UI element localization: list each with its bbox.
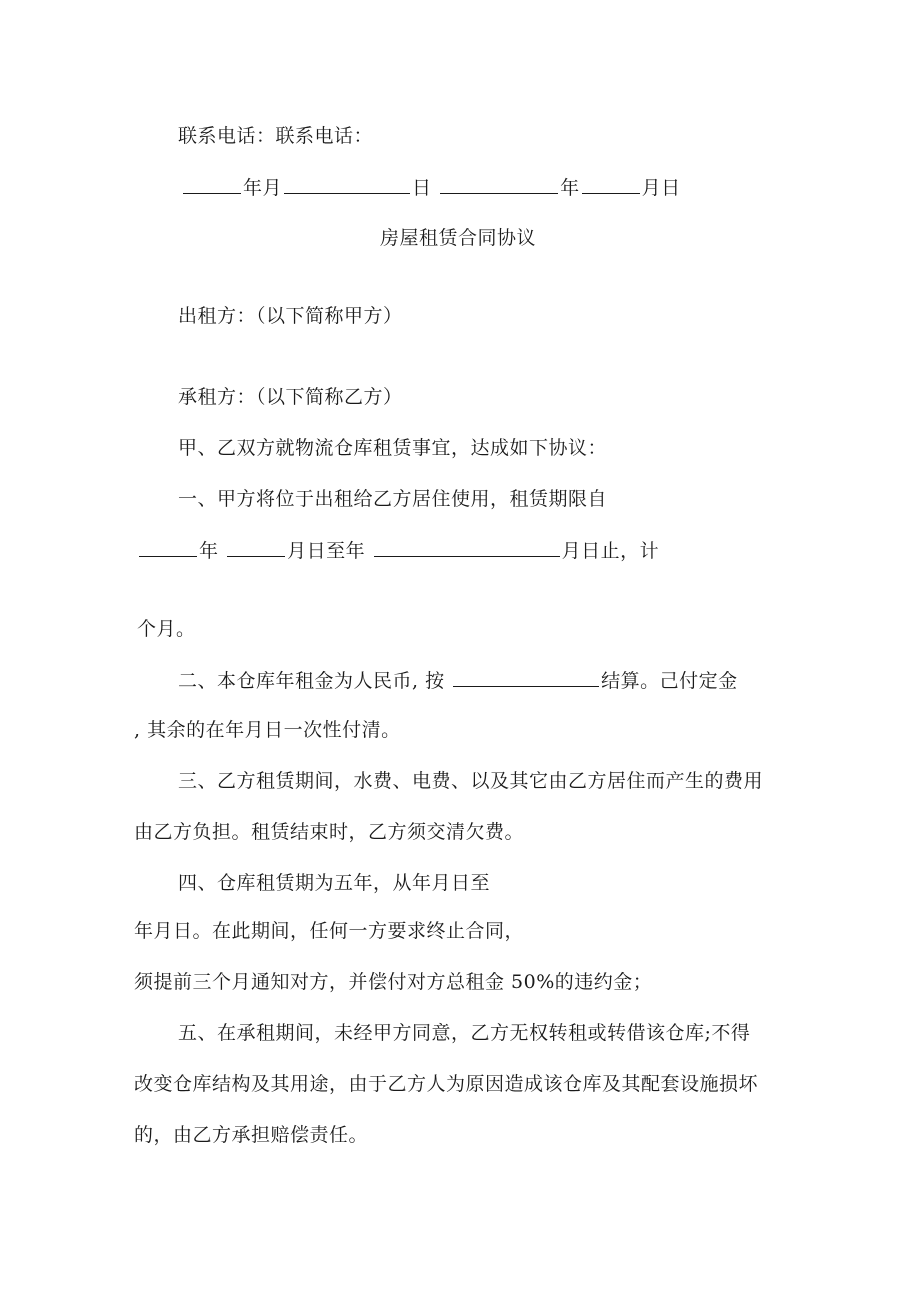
clause5-line1: 五、在承租期间，未经甲方同意，乙方无权转租或转借该仓库;不得 (178, 1022, 751, 1044)
clause1-yue-ri-zhi-nian: 月日至年 (287, 540, 366, 562)
clause2-line1 (178, 668, 738, 693)
clause1-nian: 年 (199, 540, 219, 562)
intro-line: 甲、乙双方就物流仓库租赁事宜，达成如下协议： (178, 437, 608, 459)
clause4-line2: 年月日。在此期间，任何一方要求终止合同， (134, 920, 525, 942)
contact-phone-line: 联系电话：联系电话： (178, 125, 374, 147)
date-text-nian: 年 (560, 177, 580, 199)
clause2-part2: 结算。己付定金 (601, 670, 738, 692)
clause5-line3: 的，由乙方承担赔偿责任。 (134, 1124, 369, 1146)
lessor-line: 出租方：（以下简称甲方） (178, 305, 403, 327)
clause2-line2: , 其余的在年月日一次性付清。 (134, 719, 401, 741)
clause2-part1: 二、本仓库年租金为人民币, 按 (178, 670, 445, 692)
lessee-line: 承租方：（以下简称乙方） (178, 386, 403, 408)
clause4-line3: 须提前三个月通知对方，并偿付对方总租金 50%的违约金； (134, 971, 653, 993)
date-text-ri: 日 (412, 177, 432, 199)
clause1-line3: 个月。 (137, 618, 196, 640)
clause4-line1: 四、仓库租赁期为五年，从年月日至 (178, 872, 491, 894)
clause1-yue-ri-zhi-ji: 月日止，计 (561, 540, 660, 562)
clause1-line2 (137, 538, 659, 563)
document-title: 房屋租赁合同协议 (380, 227, 537, 249)
date-text-yue-ri: 月日 (641, 177, 681, 199)
clause5-line2: 改变仓库结构及其用途，由于乙方人为原因造成该仓库及其配套设施损坏 (134, 1073, 759, 1095)
blank-field (183, 175, 241, 194)
blank-field (139, 538, 197, 557)
clause1-line1: 一、甲方将位于出租给乙方居住使用，租赁期限自 (178, 488, 608, 510)
date-text-nian-yue: 年月 (243, 177, 283, 199)
date-line (181, 175, 681, 200)
blank-field (374, 538, 560, 557)
blank-field (453, 668, 599, 687)
blank-field (284, 175, 410, 194)
clause3-line2: 由乙方负担。租赁结束时，乙方须交清欠费。 (134, 821, 525, 843)
blank-field (582, 175, 640, 194)
blank-field (227, 538, 285, 557)
clause3-line1: 三、乙方租赁期间，水费、电费、以及其它由乙方居住而产生的费用 (178, 770, 764, 792)
blank-field (440, 175, 558, 194)
